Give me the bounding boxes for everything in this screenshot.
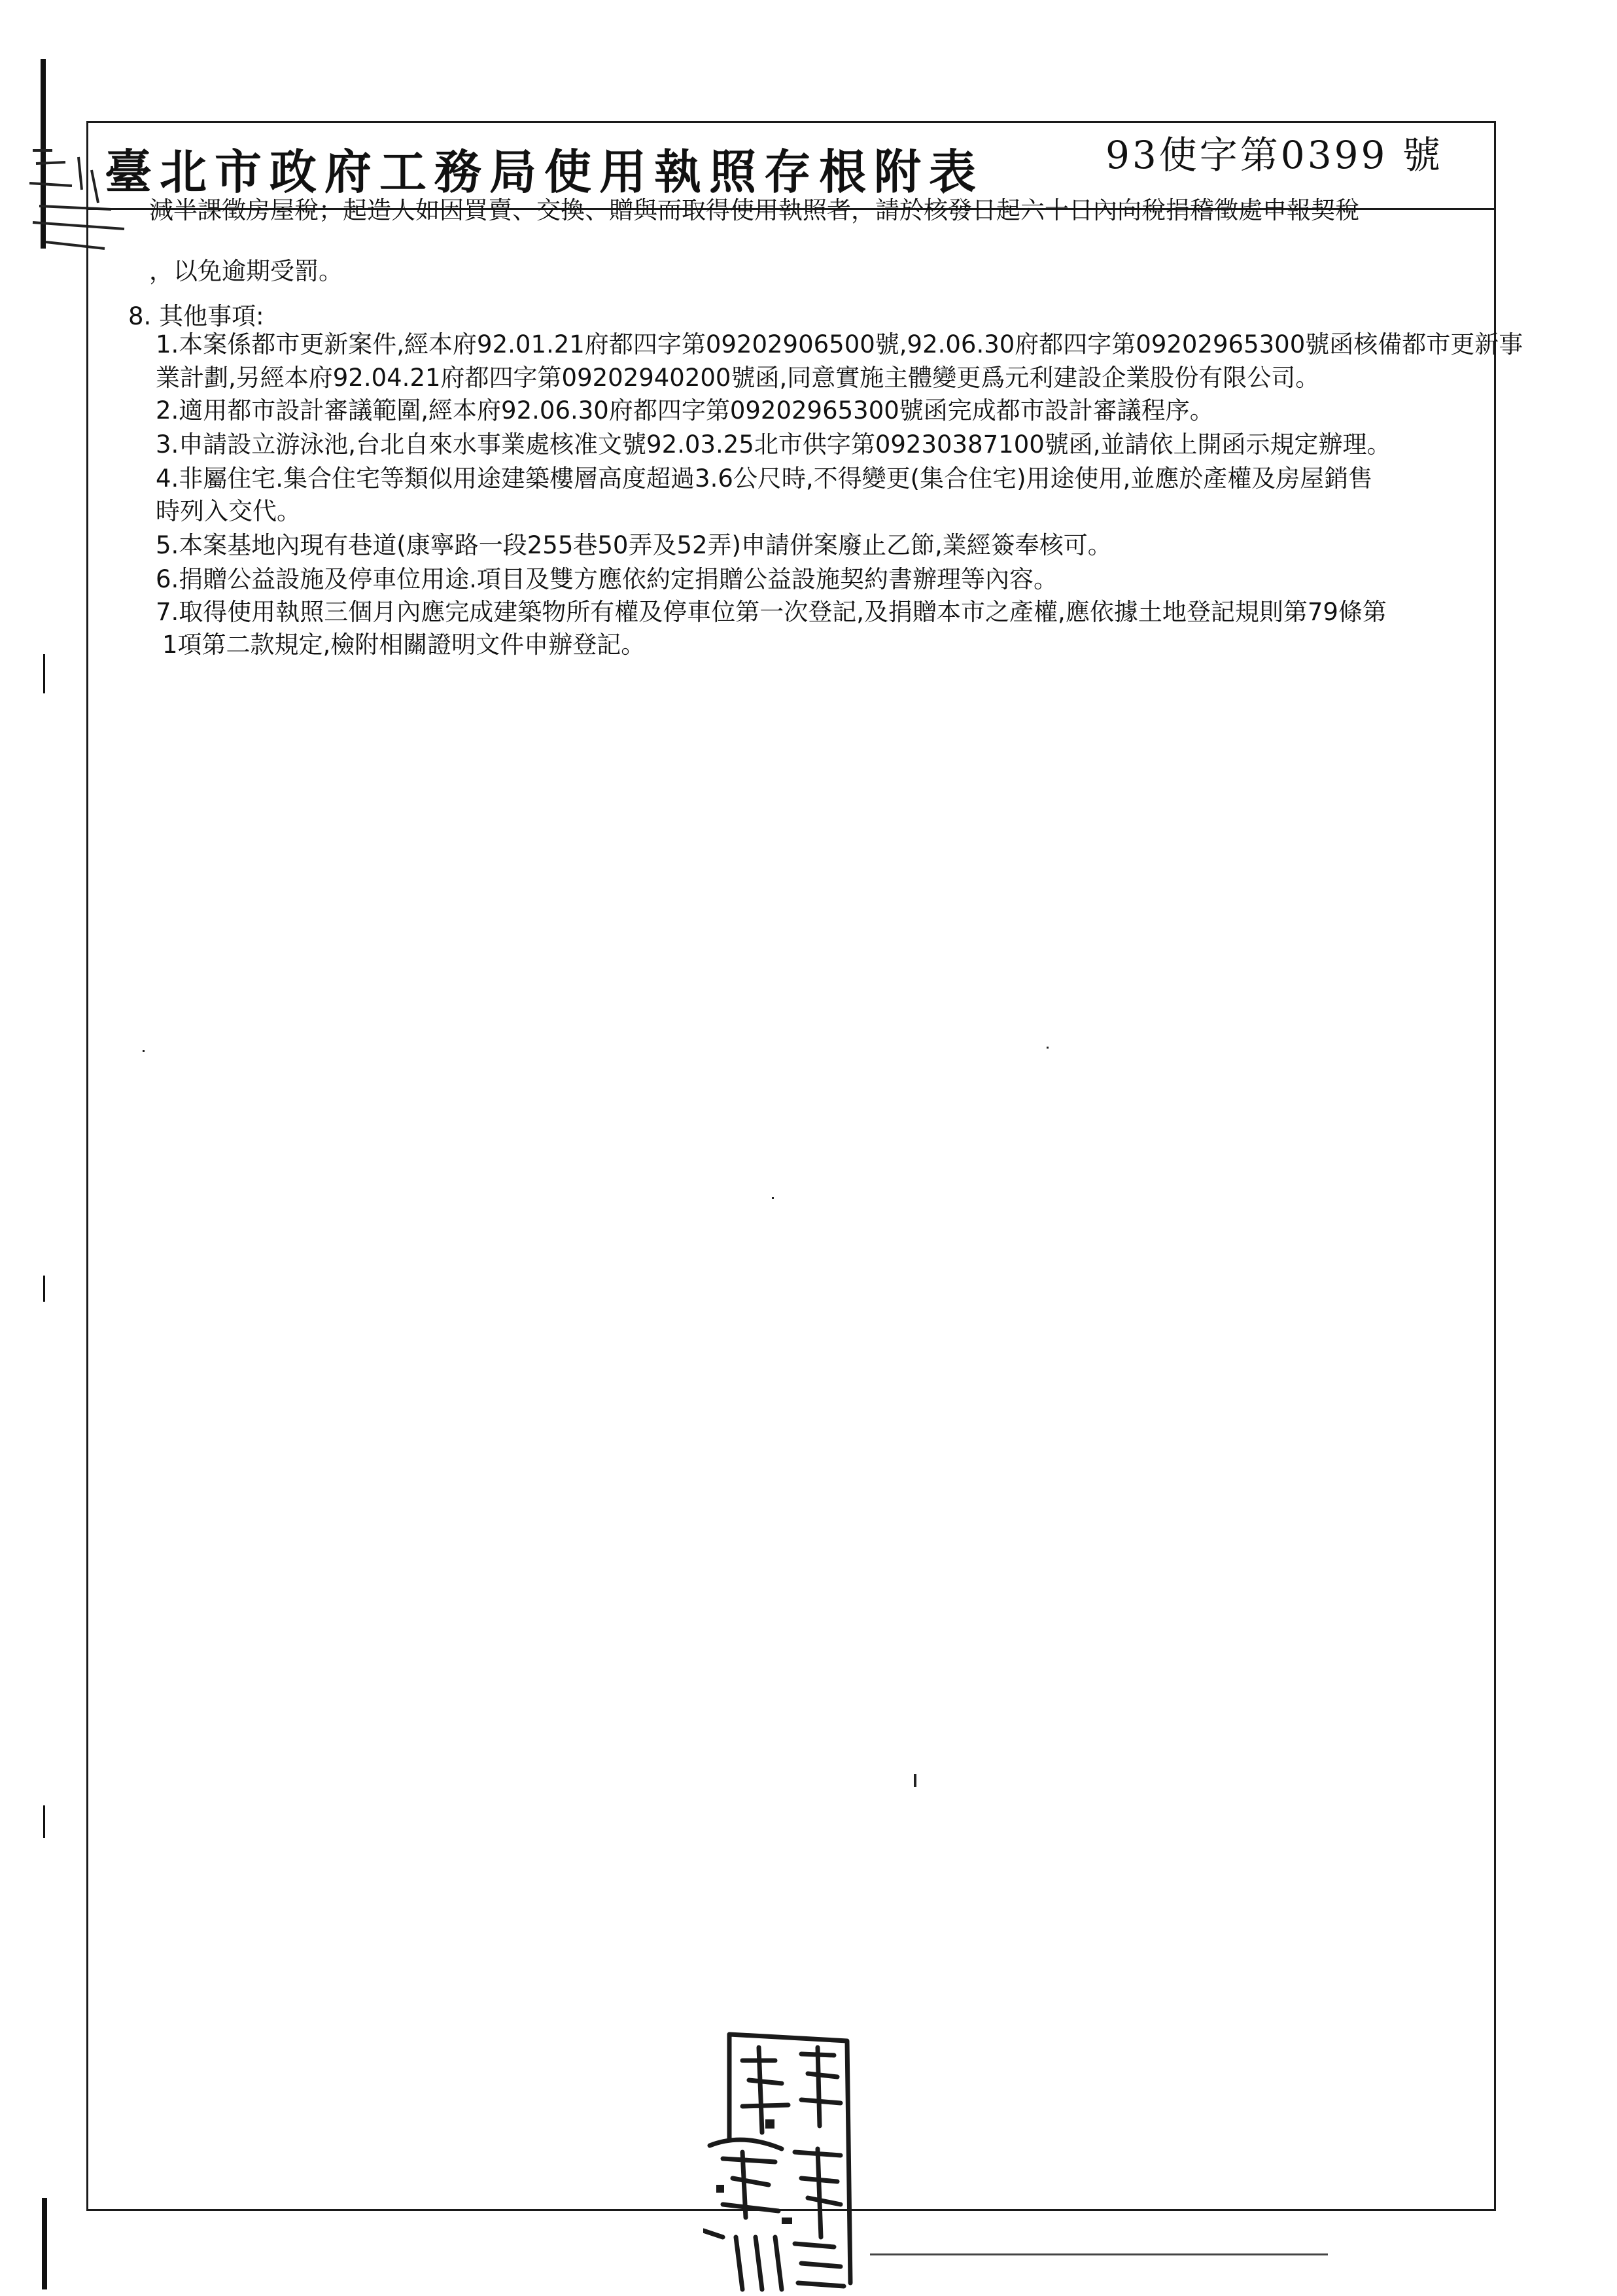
scan-binding-mark bbox=[43, 654, 45, 693]
section-8-heading: 8. 其他事項: bbox=[128, 302, 264, 330]
scan-binding-mark bbox=[43, 1805, 45, 1838]
scan-speck bbox=[143, 1050, 145, 1052]
document-title: 臺北市政府工務局使用執照存根附表 bbox=[105, 144, 984, 200]
scan-binding-mark bbox=[43, 1276, 45, 1302]
note-item: 4.非屬住宅.集合住宅等類似用途建築樓層高度超過3.6公尺時,不得變更(集合住宅)用途使用,並應於產權及房屋銷售 bbox=[156, 464, 1373, 493]
note-item: 3.申請設立游泳池,台北自來水事業處核准文號92.03.25北市供字第09230387100號函,並請依上開函示規定辦理。 bbox=[156, 430, 1391, 459]
continued-line-1: 減半課徵房屋稅；起造人如因買賣、交換、贈與而取得使用執照者，請於核發日起六十日內向稅捐稽徵處申報契稅 bbox=[149, 196, 1359, 224]
official-seal-stamp-icon bbox=[703, 2021, 863, 2296]
note-item: 5.本案基地內現有巷道(康寧路一段255巷50弄及52弄)申請併案廢止乙節,業經簽奉核可。 bbox=[156, 531, 1112, 559]
permit-number: 93使字第0399 號 bbox=[1105, 133, 1443, 177]
scan-speck bbox=[1047, 1047, 1049, 1049]
continued-line-2: ，以免逾期受罰。 bbox=[149, 257, 343, 285]
note-item: 7.取得使用執照三個月內應完成建築物所有權及停車位第一次登記,及捐贈本市之產權,應依據土地登記規則第79條第 bbox=[156, 598, 1387, 626]
note-item: 業計劃,另經本府92.04.21府都四字第09202940200號函,同意實施主體變更爲元利建設企業股份有限公司。 bbox=[156, 364, 1320, 392]
scan-noise-line bbox=[870, 2253, 1328, 2255]
note-item: 1項第二款規定,檢附相關證明文件申辦登記。 bbox=[162, 631, 646, 659]
scan-binding-edge-lower bbox=[42, 2198, 47, 2289]
note-item: 1.本案係都市更新案件,經本府92.01.21府都四字第09202906500號,92.06.30府都四字第09202965300號函核備都市更新事 bbox=[156, 330, 1523, 358]
scan-speck bbox=[772, 1197, 774, 1199]
scan-speck bbox=[914, 1774, 916, 1787]
note-item: 2.適用都市設計審議範圍,經本府92.06.30府都四字第09202965300號函完成都市設計審議程序。 bbox=[156, 396, 1214, 425]
note-item: 時列入交代。 bbox=[156, 497, 301, 525]
note-item: 6.捐贈公益設施及停車位用途.項目及雙方應依約定捐贈公益設施契約書辦理等內容。 bbox=[156, 565, 1058, 593]
